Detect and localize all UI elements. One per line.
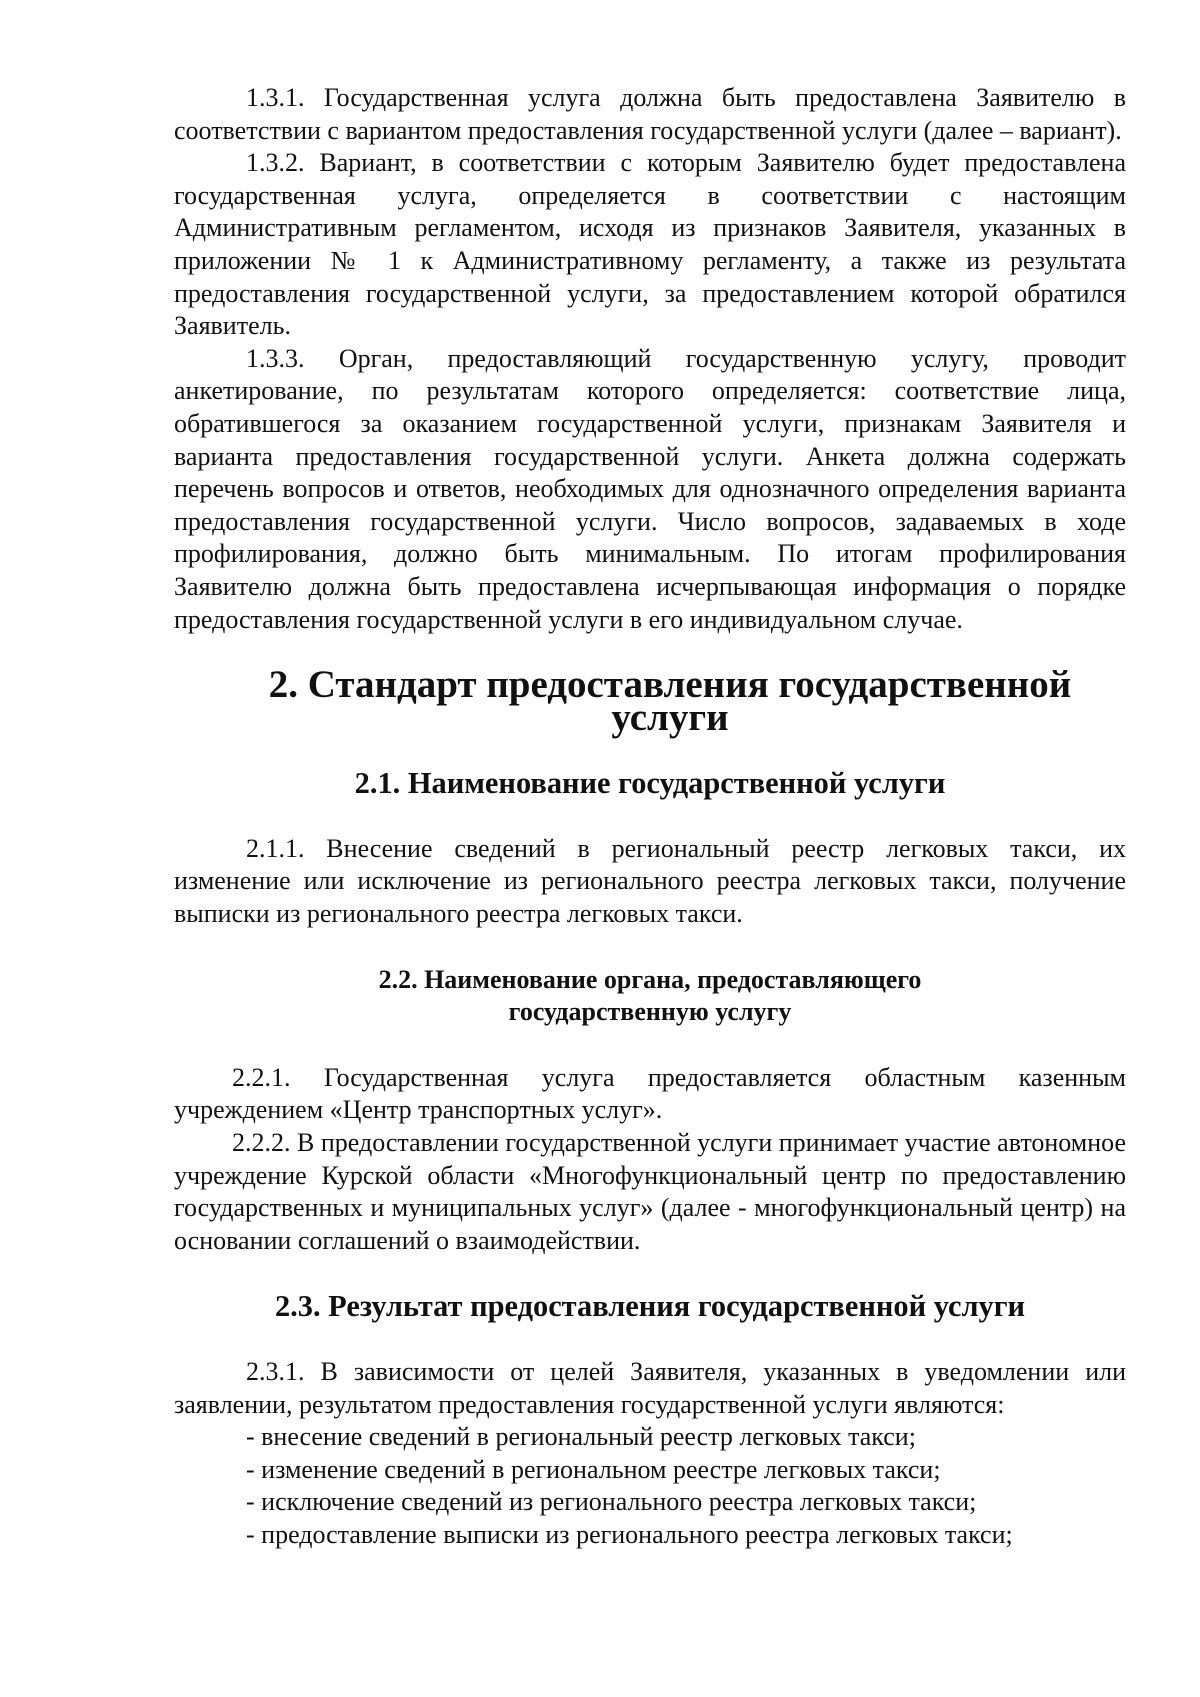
heading-section-2-2-line-2: государственную услугу [508,997,792,1027]
paragraph-1-3-2: 1.3.2. Вариант, в соответствии с которым Заявителю будет предоставлена государственная услуга, определяется в соответствии с настоящим Административным регламентом, исходя из признаков Заявителя, указанных в приложении № 1 к Административному регламенту, а также из результата предоставления государственной услуги, за предоставлением которой обратился Заявитель. [174,148,1126,341]
paragraph-1-3-1: 1.3.1. Государственная услуга должна быть предоставлена Заявителю в соответствии с вариантом предоставления государственной услуги (далее – вариант). [174,83,1126,145]
paragraph-2-1-1: 2.1.1. Внесение сведений в региональный реестр легковых такси, их изменение или исключение из регионального реестра легковых такси, получение выписки из регионального реестра легковых такси. [174,833,1126,929]
heading-section-2-2-line-1: 2.2. Наименование органа, предоставляющего [378,964,922,994]
result-list [174,1421,1126,1551]
heading-section-2: 2. Стандарт предоставления государственной услуги [268,663,1072,739]
heading-section-2-1: 2.1. Наименование государственной услуги [354,766,946,801]
paragraph-2-2-2: 2.2.2. В предоставлении государственной услуги принимает участие автономное учреждение Курской области «Многофункциональный центр по предоставлению государственных и муниципальных услуг» (далее - многофункциональный центр) на основании соглашений о взаимодействии. [174,1128,1126,1255]
list-item: - исключение сведений из регионального реестра легковых такси; [246,1487,977,1517]
heading-section-2-2 [174,964,1126,1029]
heading-section-2-3: 2.3. Результат предоставления государственной услуги [274,1289,1026,1324]
list-item: - внесение сведений в региональный реестр легковых такси; [246,1422,916,1452]
paragraph-2-2-1: 2.2.1. Государственная услуга предоставляется областным казенным учреждением «Центр транспортных услуг». [174,1062,1126,1125]
list-item: - изменение сведений в региональном реестре легковых такси; [246,1454,941,1484]
list-item: - предоставление выписки из регионального реестра легковых такси; [246,1519,1013,1549]
document-page [174,82,1126,1552]
paragraph-2-3-1: 2.3.1. В зависимости от целей Заявителя, указанных в уведомлении или заявлении, результатом предоставления государственной услуги являются: [174,1357,1126,1419]
paragraph-1-3-3: 1.3.3. Орган, предоставляющий государственную услугу, проводит анкетирование, по результатам которого определяется: соответствие лица, обратившегося за оказанием государственной услуги, признакам Заявителя и варианта предоставления государственной услуги. Анкета должна содержать перечень вопросов и ответов, необходимых для однозначного определения варианта предоставления государственной услуги. Число вопросов, задаваемых в ходе профилирования, должно быть минимальным. По итогам профилирования Заявителю должна быть предоставлена исчерпывающая информация о порядке предоставления государственной услуги в его индивидуальном случае. [174,343,1126,634]
